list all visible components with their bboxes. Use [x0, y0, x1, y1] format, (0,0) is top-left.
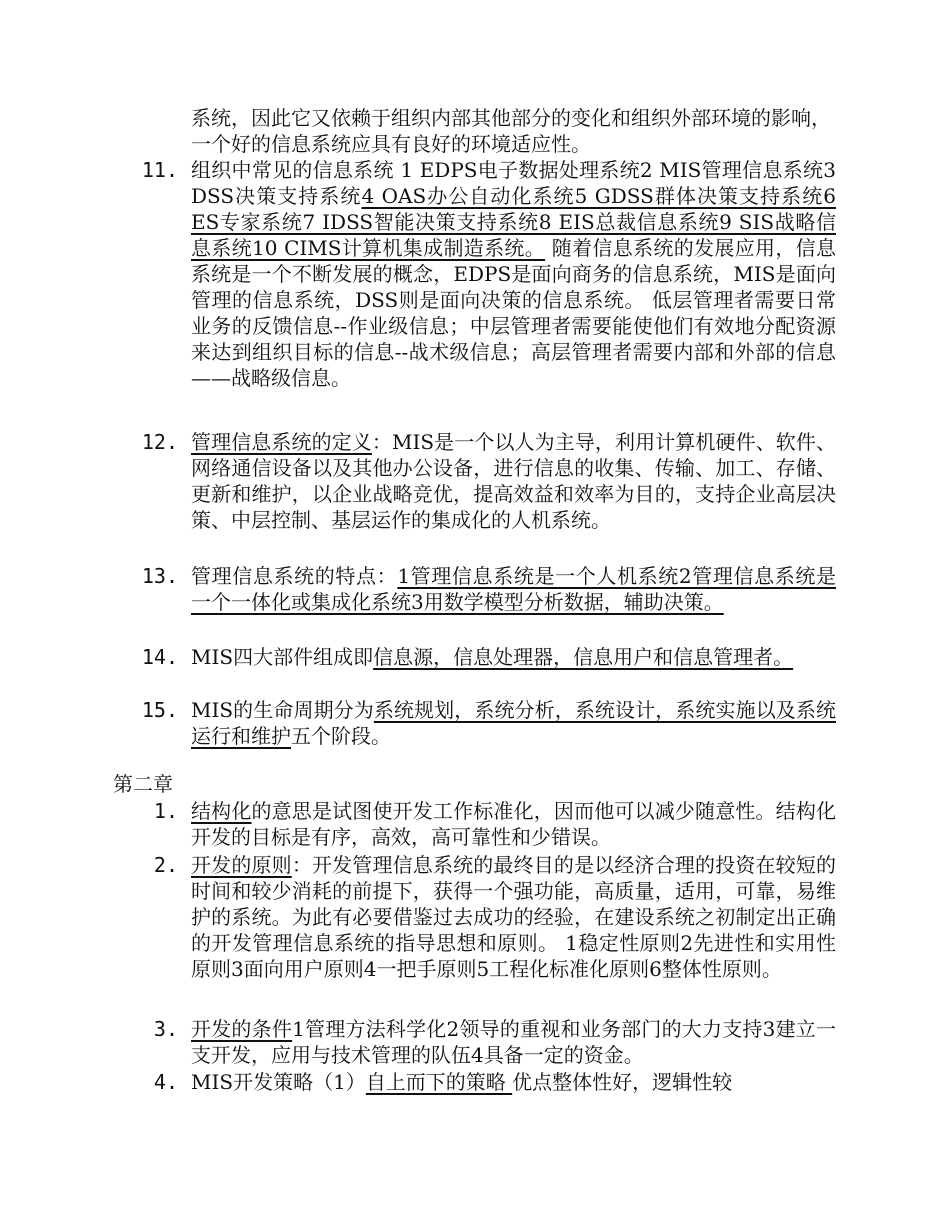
list-number: 4.: [153, 1070, 178, 1094]
item-text-plain: MIS的生命周期分为: [191, 698, 374, 722]
list-number: 12.: [141, 430, 178, 454]
item-text-underlined: 管理信息系统的定义: [191, 430, 372, 454]
item-text-underlined: 自上而下的策略: [365, 1070, 513, 1094]
item-text-underlined: 信息源，信息处理器，信息用户和信息管理者。: [373, 645, 794, 669]
list-item-text: [191, 563, 836, 615]
item-text-plain: 1管理方法科学化2领导的重视和业务部门的大力支持3建立一支开发，应用与技术管理的队伍4具备一定的资金。: [191, 1017, 836, 1067]
list-item-text: [191, 157, 836, 391]
item-text-plain: 管理信息系统的特点：: [191, 564, 398, 588]
item-text-plain: MIS四大部件组成即: [191, 645, 374, 669]
item-text-plain: ：开发管理信息系统的最终目的是以经济合理的投资在较短的时间和较少消耗的前提下，获得一个强功能，高质量，适用，可靠，易维护的系统。为此有必要借鉴过去成功的经验，在建设系统之初制定出正确的开发管理信息系统的指导思想和原则。 1稳定性原则2先进性和实用性原则3面向用户原则4一把手原则5工程化标准化原则6整体性原则。: [191, 853, 837, 981]
item-text-underlined: 开发的条件: [191, 1017, 293, 1041]
item-text-underlined: 1管理信息系统是一个人机系统2管理信息系统是一个一体化或集成化系统3用数学模型分析数据，辅助决策。: [191, 564, 837, 614]
item-text-underlined: 结构化: [191, 799, 252, 823]
list-number: 1.: [153, 799, 178, 823]
continuation-paragraph: 系统，因此它又依赖于组织内部其他部分的变化和组织外部环境的影响，一个好的信息系统应具有良好的环境适应性。: [191, 106, 831, 156]
list-item-text: [191, 1016, 836, 1068]
list-item-text: [191, 1069, 836, 1095]
list-number: 3.: [153, 1017, 178, 1041]
list-number: 13.: [141, 564, 178, 588]
chapter-heading: 第二章: [113, 772, 173, 796]
item-text-plain: ：MIS是一个以人为主导，利用计算机硬件、软件、网络通信设备以及其他办公设备，进行信息的收集、传输、加工、存储、更新和维护，以企业战略竞优，提高效益和效率为目的，支持企业高层决策、中层控制、基层运作的集成化的人机系统。: [191, 430, 836, 532]
item-text-underlined: 开发的原则: [191, 853, 292, 877]
list-item-text: [191, 429, 836, 533]
list-item-text: [191, 644, 836, 670]
item-text-plain: 随着信息系统的发展应用，信息系统是一个不断发展的概念，EDPS是面向商务的信息系统，MIS是面向管理的信息系统，DSS则是面向决策的信息系统。 低层管理者需要日常业务的反馈信息--作业级信息；中层管理者需要能使他们有效地分配资源来达到组织目标的信息--战术级信息；高层管理者需要内部和外部的信息——战略级信息。: [191, 236, 836, 390]
list-item-text: [191, 798, 836, 850]
list-item-text: [191, 697, 836, 749]
item-text-plain: 五个阶段。: [291, 724, 391, 748]
list-number: 2.: [153, 853, 178, 877]
list-item-text: [191, 852, 836, 982]
item-text-plain: MIS开发策略（1）: [191, 1070, 366, 1094]
list-number: 11.: [141, 158, 178, 182]
list-number: 14.: [141, 645, 178, 669]
item-text-plain: 的意思是试图使开发工作标准化，因而他可以减少随意性。结构化开发的目标是有序，高效，高可靠性和少错误。: [191, 799, 837, 849]
item-text-underlined: 系统规划，系统分析，系统设计，系统实施以及系统运行和维护: [191, 698, 836, 748]
item-text-plain: 优点整体性好，逻辑性较: [512, 1070, 733, 1094]
item-text-underlined: 4 OAS办公自动化系统5 GDSS群体决策支持系统6 ES专家系统7 IDSS智能决策支持系统8 EIS总裁信息系统9 SIS战略信息系统10 CIMS计算机集成制造系统。: [191, 184, 836, 260]
list-number: 15.: [141, 698, 178, 722]
item-text-plain: 组织中常见的信息系统 1 EDPS电子数据处理系统2 MIS管理信息系统3 DSS决策支持系统: [191, 158, 836, 208]
